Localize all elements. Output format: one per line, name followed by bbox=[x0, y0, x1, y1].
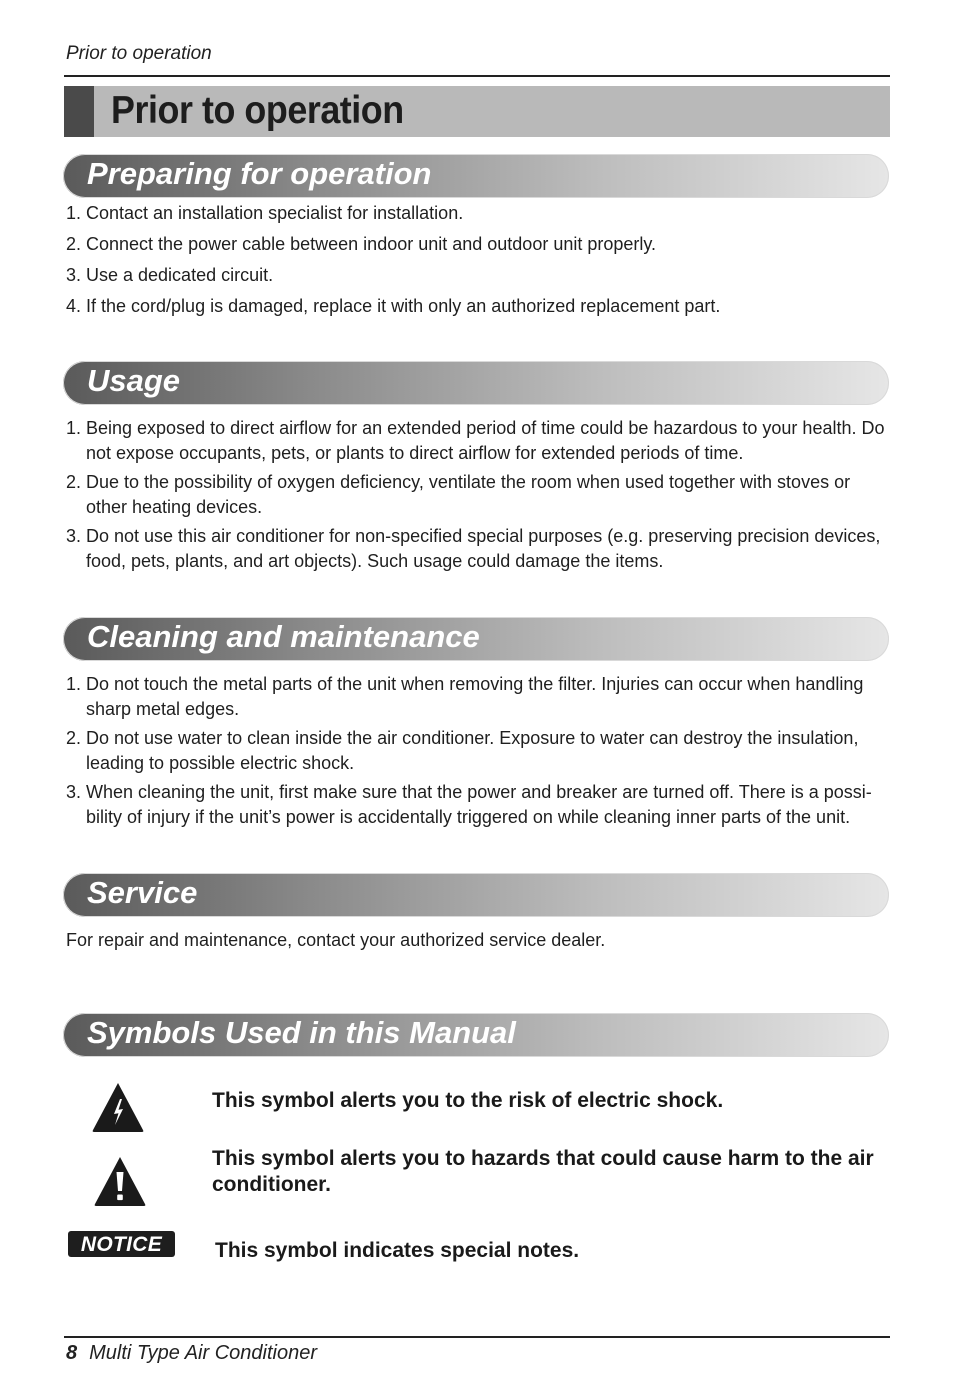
list-item bbox=[66, 232, 896, 257]
section-header-cleaning bbox=[63, 617, 889, 661]
electric-shock-warning-icon bbox=[90, 1080, 146, 1139]
list-item bbox=[66, 294, 896, 319]
symbol-description-caution: This symbol alerts you to hazards that could cause harm to the air conditioner. bbox=[212, 1147, 874, 1196]
list-item bbox=[66, 263, 896, 288]
list-item bbox=[66, 672, 896, 721]
running-head: Prior to operation bbox=[66, 43, 212, 64]
list-item-number: 1. bbox=[66, 674, 82, 694]
title-accent-block bbox=[64, 86, 94, 137]
section-title-service: Service bbox=[87, 875, 198, 910]
list-item-text: Do not use water to clean inside the air conditioner. Exposure to water can destroy the insulation, leading to possible electric shock. bbox=[86, 728, 859, 773]
page-number: 8 bbox=[66, 1342, 78, 1364]
list-item-number: 2. bbox=[66, 728, 82, 748]
section-title-preparing: Preparing for operation bbox=[87, 156, 432, 191]
list-item-number: 1. bbox=[66, 203, 82, 223]
list-item bbox=[66, 726, 896, 775]
list-item bbox=[66, 470, 896, 519]
notice-badge: NOTICE bbox=[68, 1231, 175, 1257]
section-title-usage: Usage bbox=[87, 363, 181, 398]
page-title-bar bbox=[64, 86, 890, 137]
list-item bbox=[66, 524, 896, 573]
section-title-cleaning: Cleaning and maintenance bbox=[87, 619, 480, 654]
list-item bbox=[66, 780, 896, 829]
section-header-service bbox=[63, 873, 889, 917]
page-footer bbox=[66, 1342, 317, 1365]
list-item-text: Contact an installation specialist for installation. bbox=[86, 203, 464, 223]
usage-list bbox=[66, 416, 896, 578]
symbol-description-electric-shock: This symbol alerts you to the risk of electric shock. bbox=[212, 1089, 724, 1112]
list-item-number: 3. bbox=[66, 782, 82, 802]
list-item bbox=[66, 416, 896, 465]
preparing-list bbox=[66, 201, 896, 325]
list-item-text: Due to the possibility of oxygen deficiency, ventilate the room when used together with stoves or other heating devices. bbox=[86, 472, 851, 517]
section-header-preparing bbox=[63, 154, 889, 198]
section-title-symbols: Symbols Used in this Manual bbox=[87, 1015, 516, 1050]
list-item-text: Use a dedicated circuit. bbox=[86, 265, 274, 285]
list-item-number: 2. bbox=[66, 234, 82, 254]
section-header-usage bbox=[63, 361, 889, 405]
header-rule bbox=[64, 75, 890, 77]
list-item-number: 2. bbox=[66, 472, 82, 492]
list-item-text: Connect the power cable between indoor unit and outdoor unit properly. bbox=[86, 234, 657, 254]
list-item-number: 4. bbox=[66, 296, 82, 316]
service-text: For repair and maintenance, contact your authorized service dealer. bbox=[66, 930, 606, 950]
list-item-text: Do not use this air conditioner for non-specified special purposes (e.g. preserving precision devices, food, pets, plants, and art objects). Such usage could damage the items. bbox=[86, 526, 881, 571]
list-item-text: If the cord/plug is damaged, replace it with only an authorized replacement part. bbox=[86, 296, 721, 316]
section-header-symbols bbox=[63, 1013, 889, 1057]
cleaning-list bbox=[66, 672, 896, 834]
list-item-text: Being exposed to direct airflow for an extended period of time could be hazardous to your health. Do not expose occupants, pets, or plants to direct airflow for extended periods of time. bbox=[86, 418, 885, 463]
product-name: Multi Type Air Conditioner bbox=[89, 1342, 317, 1364]
symbol-description-notice: This symbol indicates special notes. bbox=[215, 1239, 580, 1262]
list-item-text: Do not touch the metal parts of the unit when removing the filter. Injuries can occur when handling sharp metal edges. bbox=[86, 674, 864, 719]
list-item-text: When cleaning the unit, first make sure that the power and breaker are turned off. There is a possi-bility of injury if the unit’s power is accidentally triggered on while cleaning inner parts of the unit. bbox=[86, 782, 872, 827]
list-item-number: 3. bbox=[66, 526, 82, 546]
list-item-number: 1. bbox=[66, 418, 82, 438]
caution-exclamation-icon bbox=[92, 1154, 148, 1213]
footer-rule bbox=[64, 1336, 890, 1338]
list-item bbox=[66, 201, 896, 226]
list-item-number: 3. bbox=[66, 265, 82, 285]
page-title: Prior to operation bbox=[111, 89, 404, 132]
